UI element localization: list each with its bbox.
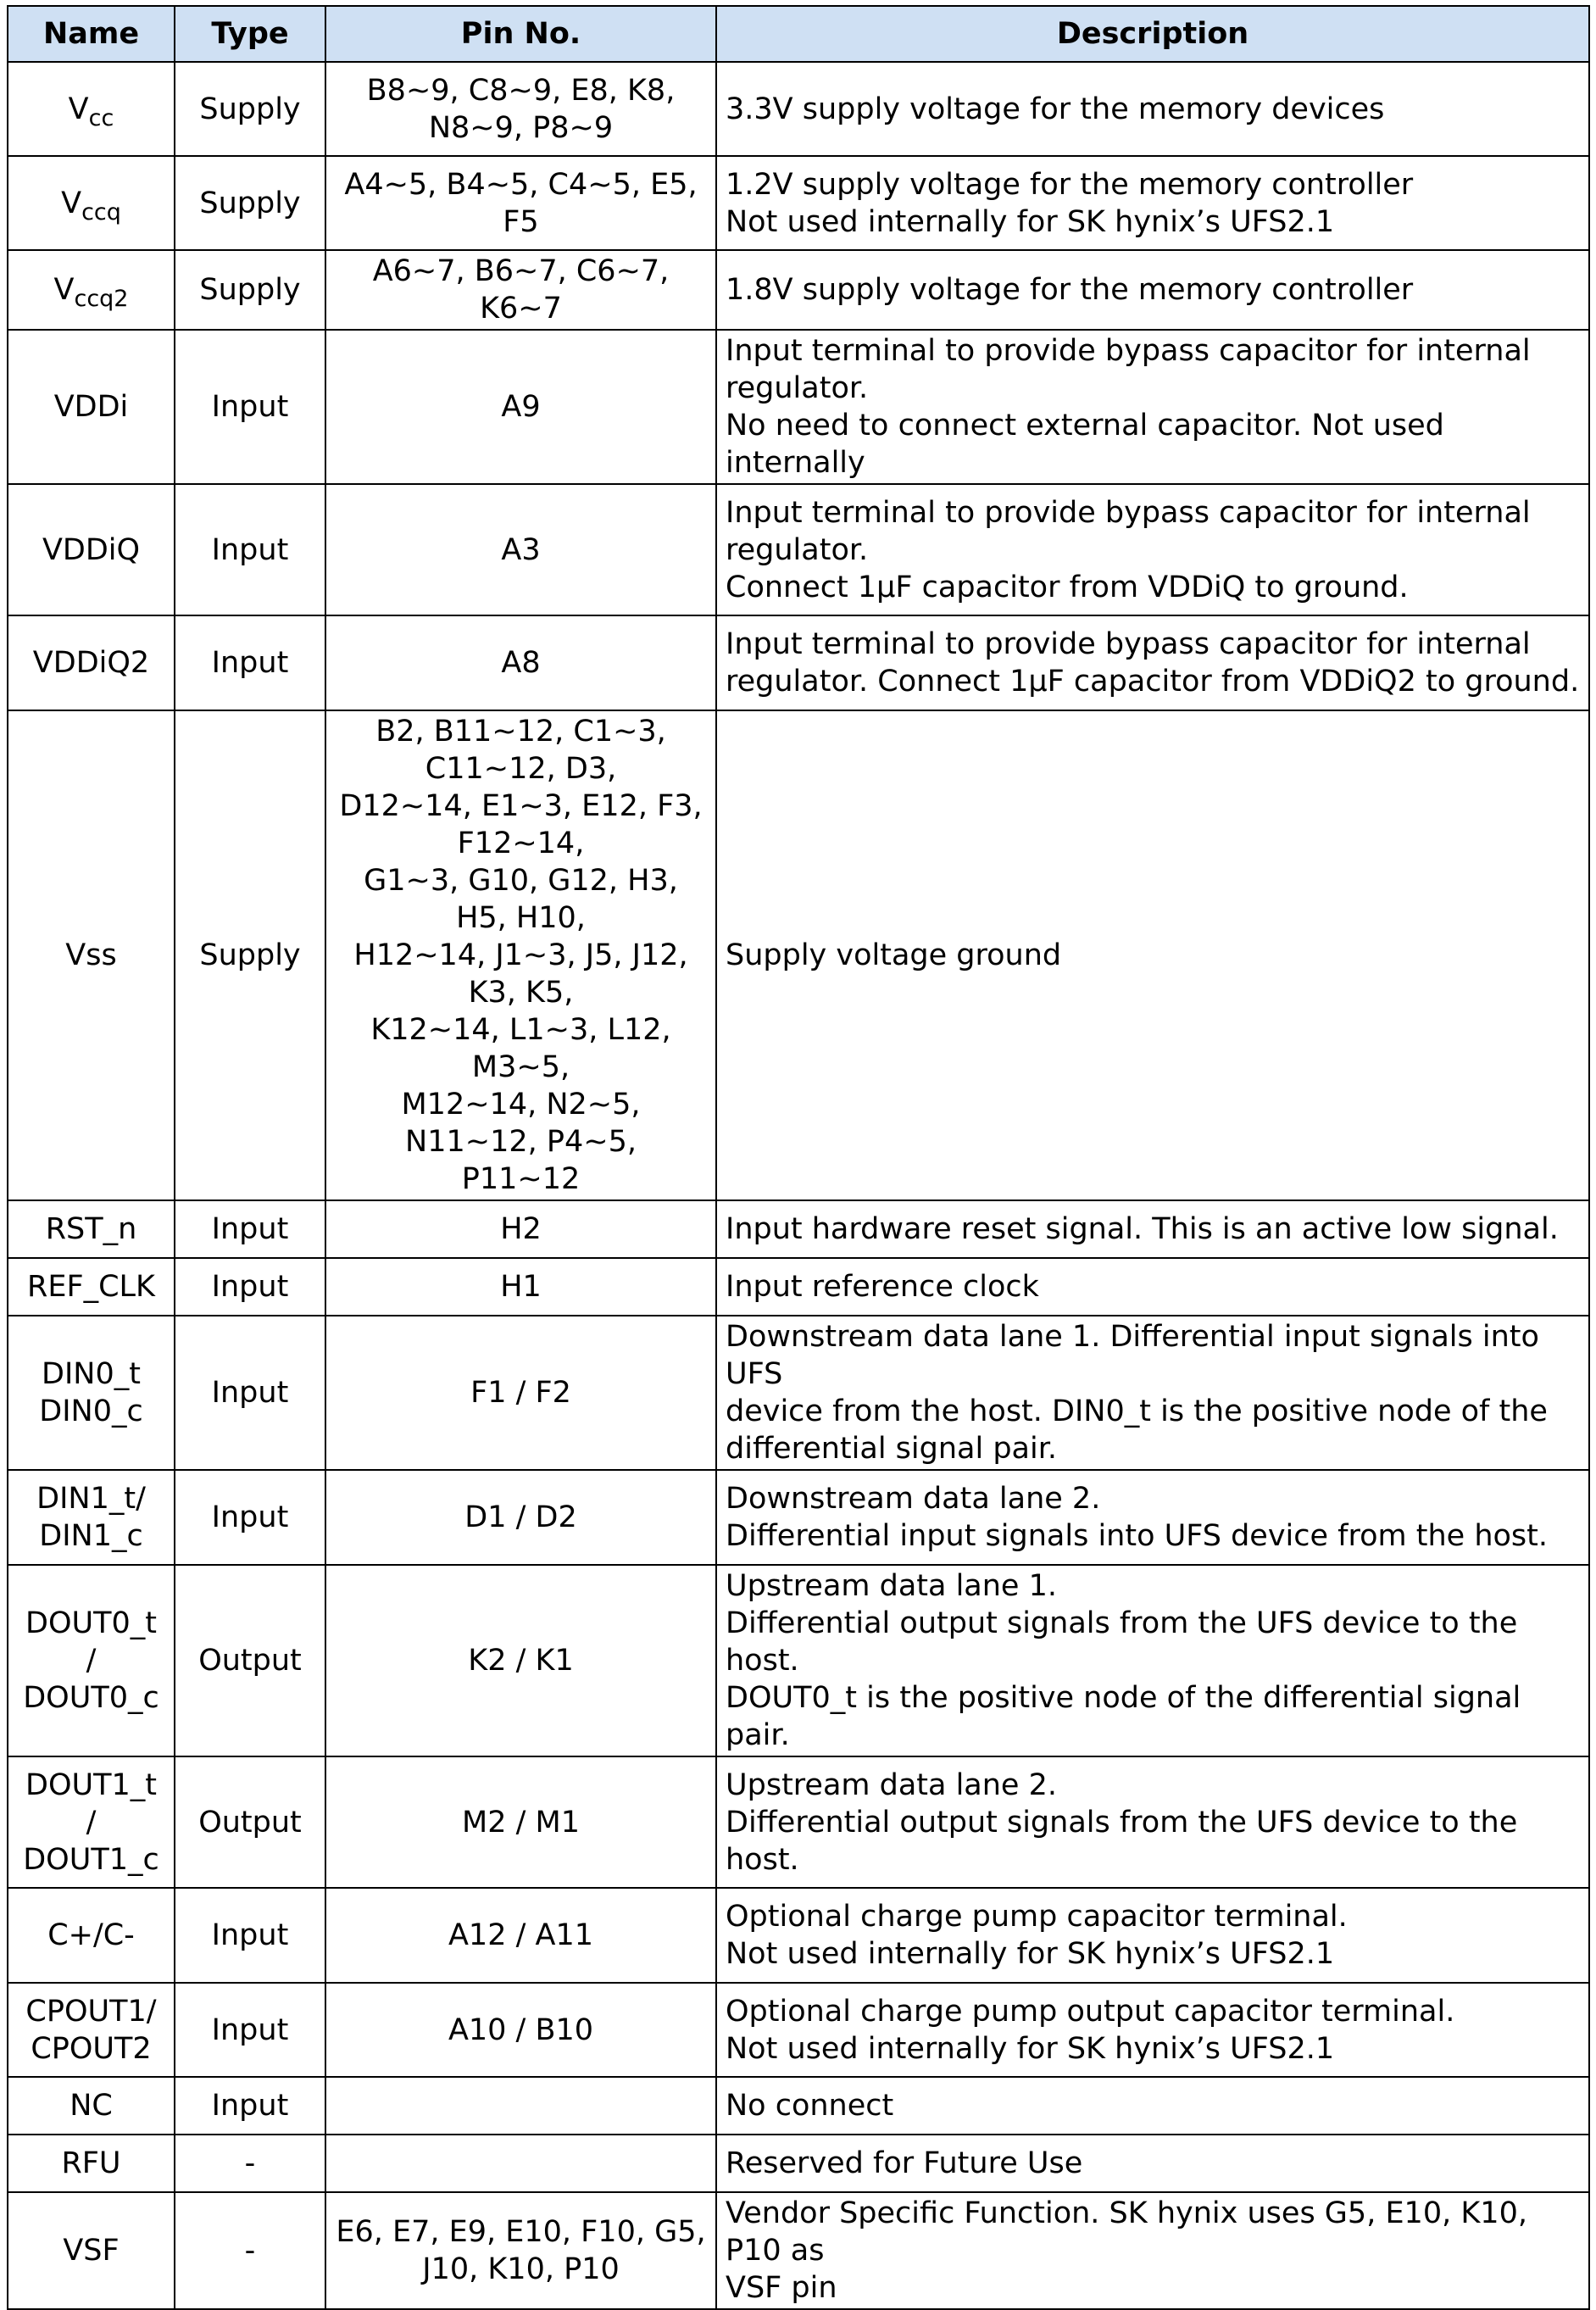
pin-description-cell xyxy=(716,1470,1589,1565)
pin-type-cell: Input xyxy=(175,484,325,615)
pin-type-cell: Input xyxy=(175,615,325,710)
pin-type-cell: Supply xyxy=(175,250,325,330)
table-row xyxy=(8,62,1589,156)
pin-number-line: A8 xyxy=(501,646,541,680)
pin-name-line: VDDiQ xyxy=(42,532,141,567)
pin-name-cell xyxy=(8,2077,175,2135)
table-row xyxy=(8,1470,1589,1565)
pin-type-cell: Input xyxy=(175,1888,325,1983)
pin-number-cell xyxy=(325,615,716,710)
pin-number-cell xyxy=(325,1756,716,1888)
pin-description-cell xyxy=(716,1200,1589,1258)
pin-description-cell xyxy=(716,1888,1589,1983)
pin-description-line: Differential output signals from the UFS device to the host. xyxy=(726,1606,1518,1678)
pin-name-cell xyxy=(8,2135,175,2192)
pin-description-line: regulator. xyxy=(726,532,869,567)
pin-number-line: K12~14, L1~3, L12, M3~5, xyxy=(370,1013,671,1084)
pin-number-cell xyxy=(325,1258,716,1316)
pin-number-line: B8~9, C8~9, E8, K8, xyxy=(366,73,676,108)
pin-number-line: A6~7, B6~7, C6~7, K6~7 xyxy=(372,254,670,326)
pin-name-line: RST_n xyxy=(45,1212,137,1246)
pin-description-table xyxy=(7,5,1590,2310)
pin-name-line: / xyxy=(86,1805,97,1840)
pin-description-cell xyxy=(716,2192,1589,2309)
pin-description-line: 3.3V supply voltage for the memory devices xyxy=(726,92,1385,126)
table-row xyxy=(8,156,1589,250)
pin-name-line: Vss xyxy=(65,938,117,972)
pin-name-line: DOUT0_t xyxy=(25,1606,157,1640)
pin-description-line: DOUT0_t is the positive node of the differential signal pair. xyxy=(726,1681,1521,1752)
pin-description-cell xyxy=(716,250,1589,330)
pin-name-cell xyxy=(8,1470,175,1565)
pin-number-cell xyxy=(325,484,716,615)
pin-name-cell xyxy=(8,1565,175,1756)
pin-type-cell: Input xyxy=(175,330,325,484)
pin-description-cell xyxy=(716,615,1589,710)
pin-name-line: DOUT1_t xyxy=(25,1767,157,1802)
pin-number-line: E6, E7, E9, E10, F10, G5, xyxy=(336,2215,706,2249)
pin-name-subscript: ccq xyxy=(81,198,121,225)
header-row xyxy=(8,6,1589,62)
pin-name-line: DIN1_c xyxy=(39,1519,143,1553)
pin-description-line: Input terminal to provide bypass capacitor for internal xyxy=(726,495,1531,530)
pin-name-cell xyxy=(8,2192,175,2309)
pin-number-line: G1~3, G10, G12, H3, H5, H10, xyxy=(364,864,678,935)
pin-description-line: No connect xyxy=(726,2089,894,2123)
pin-description-line: 1.2V supply voltage for the memory controller xyxy=(726,167,1414,202)
pin-name-cell xyxy=(8,484,175,615)
pin-number-cell xyxy=(325,1888,716,1983)
pin-number-line: K2 / K1 xyxy=(468,1644,574,1678)
header-type: Type xyxy=(175,6,325,62)
pin-number-cell xyxy=(325,1316,716,1470)
pin-description-cell xyxy=(716,1565,1589,1756)
pin-number-cell xyxy=(325,2077,716,2135)
pin-name-subscript: ccq2 xyxy=(74,286,129,312)
pin-description-cell xyxy=(716,1258,1589,1316)
pin-description-line: Connect 1μF capacitor from VDDiQ to ground. xyxy=(726,570,1409,604)
pin-description-line: regulator. xyxy=(726,371,869,405)
table-row xyxy=(8,1565,1589,1756)
pin-number-cell xyxy=(325,330,716,484)
pin-description-cell xyxy=(716,2135,1589,2192)
pin-number-line: H2 xyxy=(500,1212,542,1246)
pin-type-cell: Supply xyxy=(175,62,325,156)
pin-number-line: P11~12 xyxy=(461,1162,581,1196)
pin-description-line: Reserved for Future Use xyxy=(726,2146,1083,2180)
pin-name-cell xyxy=(8,1756,175,1888)
table-row xyxy=(8,1983,1589,2077)
pin-name-line: CPOUT2 xyxy=(31,2031,152,2066)
pin-number-line: B2, B11~12, C1~3, C11~12, D3, xyxy=(375,715,666,786)
pin-number-line: A12 / A11 xyxy=(448,1918,593,1952)
pin-number-cell xyxy=(325,1565,716,1756)
pin-description-line: device from the host. DIN0_t is the positive node of the xyxy=(726,1394,1548,1428)
table-row xyxy=(8,710,1589,1200)
pin-description-line: Downstream data lane 2. xyxy=(726,1482,1101,1516)
pin-name-line: / xyxy=(86,1644,97,1678)
pin-type-cell: Supply xyxy=(175,156,325,250)
pin-description-line: Input terminal to provide bypass capacitor for internal xyxy=(726,627,1531,661)
header-description: Description xyxy=(716,6,1589,62)
pin-name-line: C+/C- xyxy=(47,1918,135,1952)
pin-name-cell xyxy=(8,1888,175,1983)
pin-description-line: Optional charge pump output capacitor terminal. xyxy=(726,1994,1455,2029)
pin-type-cell: Output xyxy=(175,1756,325,1888)
pin-type-cell: Input xyxy=(175,1983,325,2077)
pin-name-cell xyxy=(8,1316,175,1470)
pin-type-cell: Input xyxy=(175,1200,325,1258)
pin-name-line: CPOUT1/ xyxy=(25,1994,157,2029)
pin-number-cell xyxy=(325,2192,716,2309)
pin-number-line: F1 / F2 xyxy=(470,1376,571,1410)
pin-number-cell xyxy=(325,156,716,250)
header-pin: Pin No. xyxy=(325,6,716,62)
pin-name-line: DOUT1_c xyxy=(23,1842,159,1877)
pin-description-cell xyxy=(716,1316,1589,1470)
pin-description-cell xyxy=(716,330,1589,484)
pin-description-line: Downstream data lane 1. Differential input signals into UFS xyxy=(726,1320,1539,1391)
table-row xyxy=(8,615,1589,710)
pin-number-line: F5 xyxy=(503,204,539,239)
pin-description-cell xyxy=(716,156,1589,250)
pin-name-line: VDDiQ2 xyxy=(32,646,150,680)
pin-number-line: A10 / B10 xyxy=(448,2012,594,2047)
pin-name-line: VSF xyxy=(63,2234,120,2268)
pin-number-cell xyxy=(325,1200,716,1258)
pin-description-line: Supply voltage ground xyxy=(726,938,1062,972)
table-row xyxy=(8,250,1589,330)
pin-description-cell xyxy=(716,2077,1589,2135)
pin-name-line: REF_CLK xyxy=(27,1270,155,1304)
pin-description-line: differential signal pair. xyxy=(726,1432,1058,1466)
pin-description-line: regulator. Connect 1μF capacitor from VDDiQ2 to ground. xyxy=(726,665,1580,699)
table-row xyxy=(8,330,1589,484)
pin-number-line: M2 / M1 xyxy=(462,1805,580,1840)
pin-number-cell xyxy=(325,2135,716,2192)
table-row xyxy=(8,2192,1589,2309)
pin-number-cell xyxy=(325,62,716,156)
pin-description-line: VSF pin xyxy=(726,2271,837,2305)
pin-name-cell xyxy=(8,1200,175,1258)
pin-description-line: Input hardware reset signal. This is an active low signal. xyxy=(726,1212,1559,1246)
pin-description-line: Upstream data lane 2. xyxy=(726,1767,1057,1802)
pin-name-cell xyxy=(8,1983,175,2077)
table-row xyxy=(8,1316,1589,1470)
table-row xyxy=(8,1200,1589,1258)
pin-type-cell: - xyxy=(175,2192,325,2309)
pin-type-cell: Input xyxy=(175,1470,325,1565)
pin-description-line: Optional charge pump capacitor terminal. xyxy=(726,1900,1348,1934)
pin-description-line: Not used internally for SK hynix’s UFS2.1 xyxy=(726,2031,1335,2066)
header-name: Name xyxy=(8,6,175,62)
table-row xyxy=(8,484,1589,615)
pin-description-line: 1.8V supply voltage for the memory controller xyxy=(726,273,1414,307)
pin-name-line: DIN1_t/ xyxy=(36,1482,146,1516)
pin-name-cell xyxy=(8,710,175,1200)
table-row xyxy=(8,2077,1589,2135)
pin-description-line: Upstream data lane 1. xyxy=(726,1569,1057,1603)
table-row xyxy=(8,1258,1589,1316)
pin-description-line: Vendor Specific Function. SK hynix uses G5, E10, K10, P10 as xyxy=(726,2196,1527,2268)
pin-number-cell xyxy=(325,1983,716,2077)
pin-name-cell xyxy=(8,615,175,710)
pin-description-cell xyxy=(716,1756,1589,1888)
pin-number-line: A4~5, B4~5, C4~5, E5, xyxy=(344,167,698,202)
pin-number-line: N8~9, P8~9 xyxy=(428,110,614,145)
pin-name-main: V xyxy=(68,92,89,126)
pin-name-cell xyxy=(8,156,175,250)
table-body xyxy=(8,62,1589,2309)
pin-name-line: DOUT0_c xyxy=(23,1681,159,1715)
pin-name-cell xyxy=(8,250,175,330)
pin-name-cell xyxy=(8,330,175,484)
pin-number-cell xyxy=(325,250,716,330)
pin-number-line: J10, K10, P10 xyxy=(422,2252,620,2286)
pin-type-cell: - xyxy=(175,2135,325,2192)
pin-number-line: H12~14, J1~3, J5, J12, K3, K5, xyxy=(353,938,688,1010)
pin-type-cell: Output xyxy=(175,1565,325,1756)
pin-name-line: DIN0_t xyxy=(42,1357,141,1391)
pin-name-main: V xyxy=(61,186,82,220)
pin-number-line: D1 / D2 xyxy=(464,1500,577,1534)
pin-description-line: Input reference clock xyxy=(726,1270,1039,1304)
pin-name-line: DIN0_c xyxy=(39,1394,143,1428)
pin-type-cell: Input xyxy=(175,2077,325,2135)
pin-number-line: A9 xyxy=(501,390,541,424)
pin-name-line: VDDi xyxy=(53,390,129,424)
pin-description-cell xyxy=(716,484,1589,615)
pin-number-cell xyxy=(325,710,716,1200)
pin-name-subscript: cc xyxy=(88,104,114,131)
pin-number-line: D12~14, E1~3, E12, F3, F12~14, xyxy=(339,789,703,860)
pin-name-line: NC xyxy=(70,2089,113,2123)
pin-description-line: Differential input signals into UFS device from the host. xyxy=(726,1519,1549,1553)
pin-name-main: V xyxy=(53,273,75,307)
pin-description-cell xyxy=(716,62,1589,156)
pin-description-cell xyxy=(716,710,1589,1200)
pin-description-line: Not used internally for SK hynix’s UFS2.1 xyxy=(726,1937,1335,1971)
table-row xyxy=(8,1756,1589,1888)
pin-number-cell xyxy=(325,1470,716,1565)
pin-description-line: No need to connect external capacitor. Not used internally xyxy=(726,409,1444,480)
pin-description-line: Input terminal to provide bypass capacitor for internal xyxy=(726,334,1531,368)
pin-name-cell xyxy=(8,62,175,156)
pin-number-line: A3 xyxy=(501,532,541,567)
pin-description-line: Not used internally for SK hynix’s UFS2.1 xyxy=(726,204,1335,239)
pin-name-line: RFU xyxy=(61,2146,121,2180)
pin-description-cell xyxy=(716,1983,1589,2077)
pin-type-cell: Input xyxy=(175,1316,325,1470)
pin-name-cell xyxy=(8,1258,175,1316)
pin-type-cell: Input xyxy=(175,1258,325,1316)
table-row xyxy=(8,1888,1589,1983)
pin-number-line: M12~14, N2~5, N11~12, P4~5, xyxy=(401,1088,641,1159)
pin-number-line: H1 xyxy=(500,1270,542,1304)
pin-type-cell: Supply xyxy=(175,710,325,1200)
pin-description-line: Differential output signals from the UFS device to the host. xyxy=(726,1805,1518,1877)
table-row xyxy=(8,2135,1589,2192)
